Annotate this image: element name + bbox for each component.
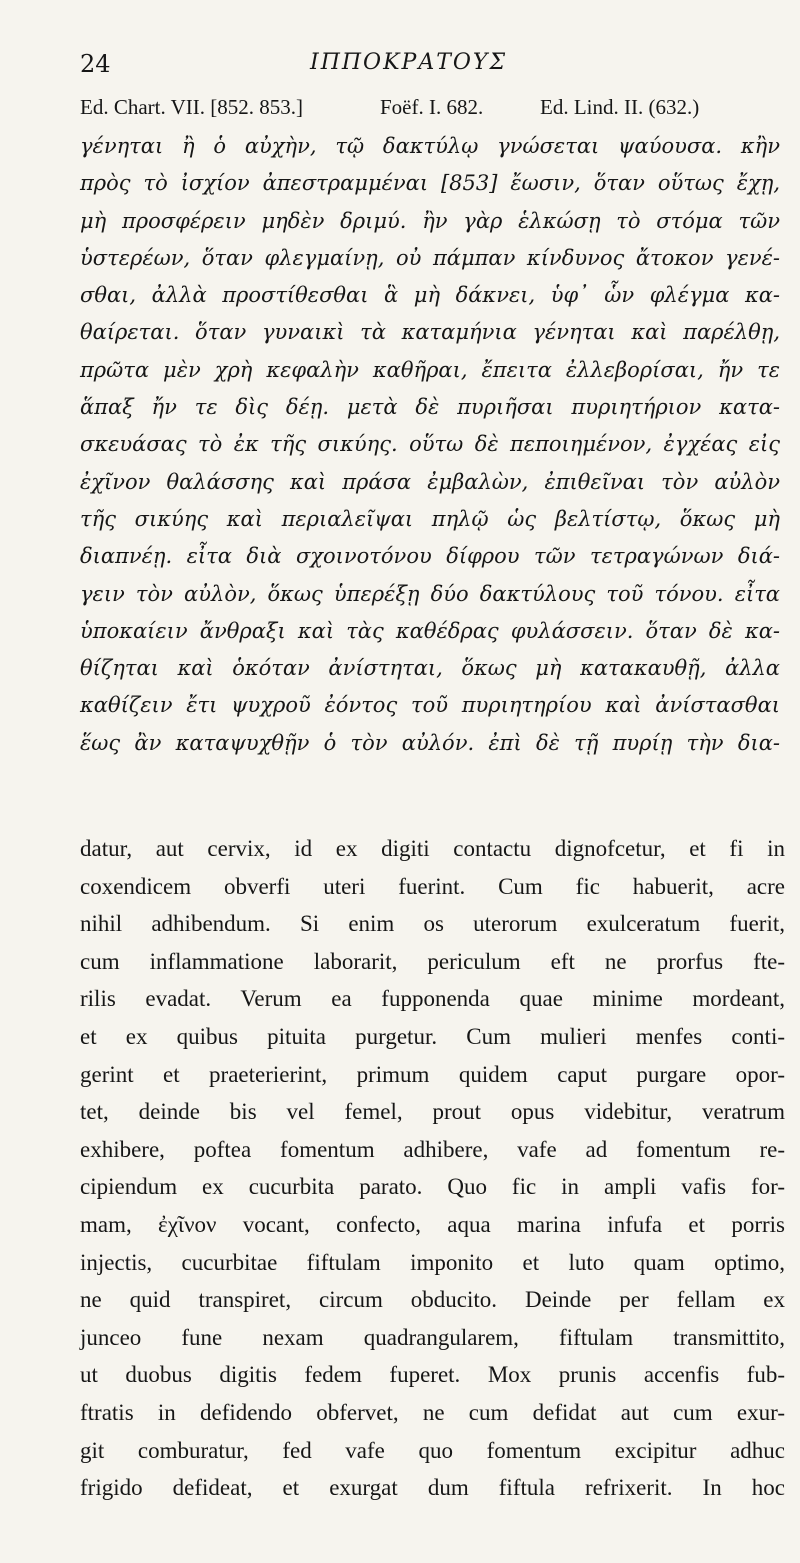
- latin-text-line: junceo fune nexam quadrangularem, fiftulam transmittito,: [80, 1324, 785, 1350]
- running-title: ΙΠΠΟΚΡΑΤΟΥΣ: [310, 50, 508, 75]
- greek-text-line: θίζηται καὶ ὁκόταν ἀνίστηται, ὅκως μὴ κατακαυθῇ, ἀλλα: [80, 656, 780, 681]
- latin-text-line: ut duobus digitis fedem fuperet. Mox prunis accenfis fub-: [80, 1362, 785, 1388]
- greek-text-line: ὑποκαίειν ἄνθραξι καὶ τὰς καθέδρας φυλάσσειν. ὅταν δὲ κα-: [80, 618, 780, 643]
- latin-text-line: mam, ἐχῖνον vocant, confecto, aqua marina infufa et porris: [80, 1211, 785, 1237]
- edition-references: [80, 95, 780, 125]
- latin-text-line: frigido defideat, et exurgat dum fiftula refrixerit. In hoc: [80, 1475, 785, 1501]
- latin-text-line: tet, deinde bis vel femel, prout opus videbitur, veratrum: [80, 1099, 785, 1125]
- latin-text-line: et ex quibus pituita purgetur. Cum mulieri menfes conti-: [80, 1023, 785, 1049]
- greek-text-line: θαίρεται. ὅταν γυναικὶ τὰ καταμήνια γένηται καὶ παρέλθῃ,: [80, 320, 780, 345]
- greek-text-line: τῆς σικύης καὶ περιαλεῖψαι πηλῷ ὡς βελτίστῳ, ὅκως μὴ: [80, 506, 780, 531]
- greek-text-line: καθίζειν ἔτι ψυχροῦ ἐόντος τοῦ πυριητηρίου καὶ ἀνίστασθαι: [80, 693, 780, 718]
- greek-text-line: ἐχῖνον θαλάσσης καὶ πράσα ἐμβαλὼν, ἐπιθεῖναι τὸν αὐλὸν: [80, 469, 780, 494]
- greek-text-line: διαπνέῃ. εἶτα διὰ σχοινοτόνου δίφρου τῶν τετραγώνων διά-: [80, 544, 780, 569]
- latin-text-line: datur, aut cervix, id ex digiti contactu dignofcetur, et fi in: [80, 836, 785, 861]
- edition-chartier: Ed. Chart. VII. [852. 853.]: [80, 95, 303, 119]
- latin-text-line: git comburatur, fed vafe quo fomentum excipitur adhuc: [80, 1437, 785, 1463]
- running-head: [80, 50, 770, 80]
- greek-text-line: μὴ προσφέρειν μηδὲν δριμύ. ἢν γὰρ ἑλκώσῃ τὸ στόμα τῶν: [80, 208, 780, 233]
- latin-text-line: gerint et praeterierint, primum quidem caput purgare opor-: [80, 1061, 785, 1087]
- greek-text-line: πρῶτα μὲν χρὴ κεφαλὴν καθῆραι, ἔπειτα ἐλλεβορίσαι, ἤν τε: [80, 357, 780, 382]
- latin-text-line: exhibere, poftea fomentum adhibere, vafe ad fomentum re-: [80, 1136, 785, 1162]
- greek-text-line: πρὸς τὸ ἰσχίον ἀπεστραμμέναι [853] ἔωσιν, ὅταν οὕτως ἔχῃ,: [80, 171, 780, 196]
- greek-text-line: γένηται ἢ ὁ αὐχὴν, τῷ δακτύλῳ γνώσεται ψαύουσα. κἢν: [80, 134, 780, 158]
- greek-text-line: ὑστερέων, ὅταν φλεγμαίνῃ, οὐ πάμπαν κίνδυνος ἄτοκον γενέ-: [80, 245, 780, 270]
- latin-text-line: rilis evadat. Verum ea fupponenda quae minime mordeant,: [80, 986, 785, 1012]
- latin-text-line: ne quid transpiret, circum obducito. Deinde per fellam ex: [80, 1287, 785, 1313]
- greek-text-line: ἕως ἂν καταψυχθῇν ὁ τὸν αὐλόν. ἐπὶ δὲ τῇ πυρίῃ τὴν δια-: [80, 730, 780, 755]
- edition-linden: Ed. Lind. II. (632.): [540, 95, 700, 119]
- latin-text-line: coxendicem obverfi uteri fuerint. Cum fic habuerit, acre: [80, 873, 785, 899]
- latin-text-line: cipiendum ex cucurbita parato. Quo fic in ampli vafis for-: [80, 1174, 785, 1200]
- greek-text-block: [80, 128, 780, 762]
- greek-text-line: σκευάσας τὸ ἐκ τῆς σικύης. οὕτω δὲ πεποιημένον, ἐγχέας εἰς: [80, 432, 780, 457]
- latin-text-line: ftratis in defidendo obfervet, ne cum defidat aut cum exur-: [80, 1399, 785, 1425]
- greek-text-line: ἅπαξ ἤν τε δὶς δέῃ. μετὰ δὲ πυριῆσαι πυριητήριον κατα-: [80, 395, 780, 420]
- page-number: 24: [80, 50, 111, 78]
- greek-text-line: γειν τὸν αὐλὸν, ὅκως ὑπερέξῃ δύο δακτύλους τοῦ τόνου. εἶτα: [80, 581, 780, 606]
- latin-text-line: injectis, cucurbitae fiftulam imponito et luto quam optimo,: [80, 1249, 785, 1275]
- latin-text-line: nihil adhibendum. Si enim os uterorum exulceratum fuerit,: [80, 911, 785, 937]
- latin-text-line: cum inflammatione laborarit, periculum eft ne prorfus fte-: [80, 948, 785, 974]
- latin-text-block: [80, 830, 785, 1507]
- edition-foesius: Foëf. I. 682.: [380, 95, 484, 119]
- greek-text-line: σθαι, ἀλλὰ προστίθεσθαι ἃ μὴ δάκνει, ὑφ᾽ ὧν φλέγμα κα-: [80, 283, 780, 308]
